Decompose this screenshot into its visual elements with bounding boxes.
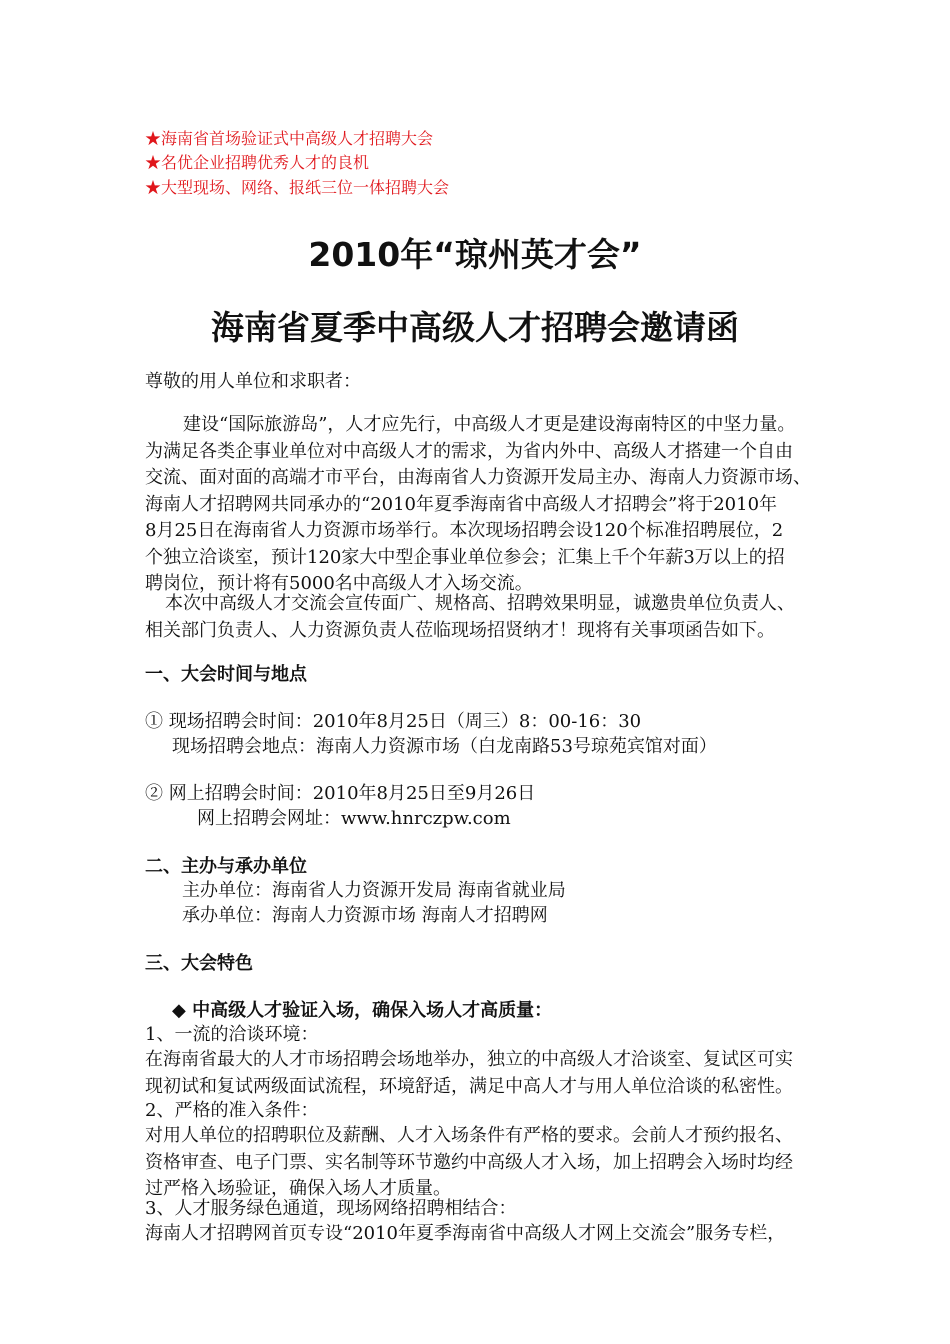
intro-line: 聘岗位，预计将有5000名中高级人才入场交流。: [145, 573, 533, 594]
organizer-units: 承办单位：海南人力资源市场 海南人才招聘网: [182, 905, 548, 926]
section1-heading: 一、大会时间与地点: [145, 664, 307, 685]
intro-line: 8月25日在海南省人力资源市场举行。本次现场招聘会设120个标准招聘展位，2: [145, 520, 784, 541]
highlight-line-1: ★海南省首场验证式中高级人才招聘大会: [145, 129, 434, 148]
second-paragraph: [145, 591, 850, 644]
para2-line: 相关部门负责人、人力资源负责人莅临现场招贤纳才！现将有关事项函告如下。: [145, 619, 775, 641]
item2-line: 过严格入场验证，确保入场人才质量。: [145, 1178, 451, 1199]
item1-line: 现初试和复试两级面试流程，环境舒适，满足中高人才与用人单位洽谈的私密性。: [145, 1075, 793, 1097]
intro-line: 建设“国际旅游岛”，人才应先行，中高级人才更是建设海南特区的中坚力量。: [183, 414, 796, 435]
online-url: 网上招聘会网址：www.hnrczpw.com: [197, 808, 511, 829]
intro-line: 为满足各类企事业单位对中高级人才的需求，为省内外中、高级人才搭建一个自由: [145, 440, 793, 462]
intro-paragraph: [145, 412, 850, 598]
online-time: ② 网上招聘会时间：2010年8月25日至9月26日: [145, 783, 536, 804]
section3-heading: 三、大会特色: [145, 953, 253, 974]
item3-title: 3、人才服务绿色通道，现场网络招聘相结合：: [145, 1198, 517, 1219]
intro-line: 个独立洽谈室，预计120家大中型企事业单位参会；汇集上千个年薪3万以上的招: [145, 546, 785, 568]
item1-line: 在海南省最大的人才市场招聘会场地举办，独立的中高级人才洽谈室、复试区可实: [145, 1049, 793, 1070]
item3-line: 海南人才招聘网首页专设“2010年夏季海南省中高级人才网上交流会”服务专栏，: [145, 1223, 786, 1244]
item3-text: [145, 1221, 850, 1248]
onsite-place: 现场招聘会地点：海南人力资源市场（白龙南路53号琼苑宾馆对面）: [172, 736, 717, 757]
item1-title: 1、一流的洽谈环境：: [145, 1024, 319, 1045]
title-line-1: 2010年“琼州英才会”: [308, 235, 642, 274]
salutation: 尊敬的用人单位和求职者：: [145, 371, 361, 392]
intro-line: 交流、面对面的高端才市平台，由海南省人力资源开发局主办、海南人力资源市场、: [145, 467, 811, 488]
section2-heading: 二、主办与承办单位: [145, 856, 307, 877]
para2-line: 本次中高级人才交流会宣传面广、规格高、招聘效果明显，诚邀贵单位负责人、: [165, 593, 795, 614]
item2-title: 2、严格的准入条件：: [145, 1100, 319, 1121]
item2-text: [145, 1123, 850, 1203]
item2-line: 对用人单位的招聘职位及薪酬、人才入场条件有严格的要求。会前人才预约报名、: [145, 1125, 793, 1146]
item1-text: [145, 1047, 850, 1100]
host-units: 主办单位：海南省人力资源开发局 海南省就业局: [182, 880, 566, 901]
highlight-line-3: ★大型现场、网络、报纸三位一体招聘大会: [145, 178, 450, 197]
feature-title: ◆ 中高级人才验证入场，确保入场人才高质量：: [172, 1000, 553, 1021]
title-line-2: 海南省夏季中高级人才招聘会邀请函: [211, 308, 739, 347]
onsite-time: ① 现场招聘会时间：2010年8月25日（周三）8：00-16：30: [145, 711, 642, 732]
item2-line: 资格审查、电子门票、实名制等环节邀约中高级人才入场，加上招聘会入场时均经: [145, 1151, 793, 1173]
intro-line: 海南人才招聘网共同承办的“2010年夏季海南省中高级人才招聘会”将于2010年: [145, 493, 778, 515]
highlight-line-2: ★名优企业招聘优秀人才的良机: [145, 153, 370, 172]
